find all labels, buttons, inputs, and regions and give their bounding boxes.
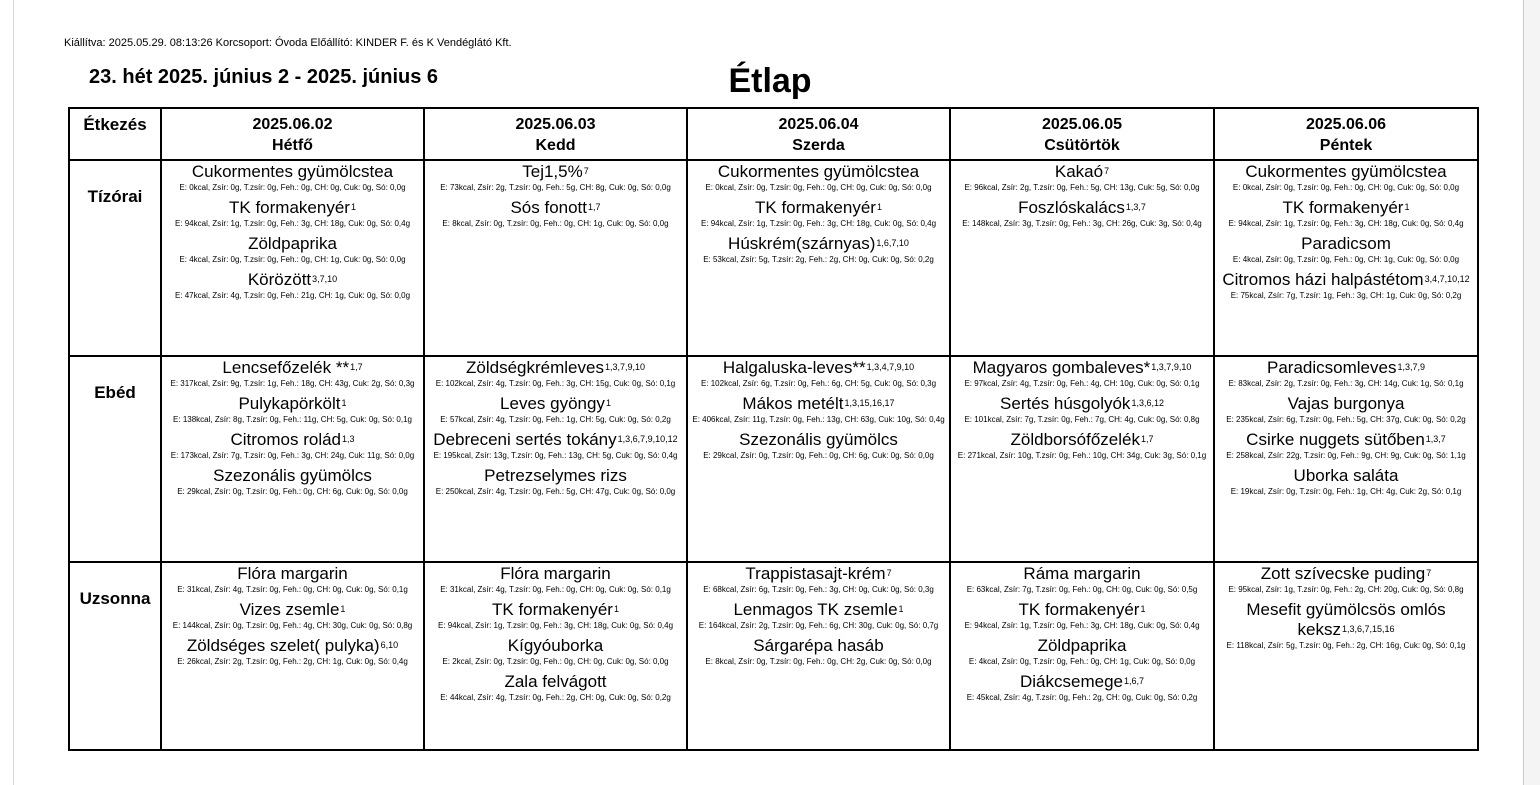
dish-name — [688, 198, 949, 218]
dish-name — [425, 636, 686, 656]
dish-name — [951, 430, 1213, 450]
menu-item — [425, 465, 686, 501]
meal-name-cell — [69, 562, 161, 750]
dish-name — [688, 358, 949, 378]
menu-item — [162, 635, 423, 671]
dish-name-text: Tej1,5% — [522, 162, 583, 181]
menu-item — [162, 269, 423, 305]
menu-item — [1215, 393, 1477, 429]
nutrition-info: E: 271kcal, Zsír: 10g, T.zsír: 0g, Feh.: 10g, CH: 34g, Cuk: 3g, Só: 0,1g — [957, 451, 1207, 460]
menu-item — [1215, 269, 1477, 305]
menu-item — [688, 635, 949, 671]
nutrition-info: E: 94kcal, Zsír: 1g, T.zsír: 0g, Feh.: 3g, CH: 18g, Cuk: 0g, Só: 0,4g — [437, 621, 674, 630]
dish-name — [1215, 430, 1477, 450]
dish-name-text: Zala felvágott — [504, 672, 607, 691]
dish-name-text: Vajas burgonya — [1287, 394, 1405, 413]
nutrition-info: E: 0kcal, Zsír: 0g, T.zsír: 0g, Feh.: 0g, CH: 0g, Cuk: 0g, Só: 0,0g — [1232, 183, 1460, 192]
dish-name-text: Zöldborsófőzelék — [1010, 430, 1140, 449]
nutrition-info: E: 29kcal, Zsír: 0g, T.zsír: 0g, Feh.: 0g, CH: 6g, Cuk: 0g, Só: 0,0g — [703, 451, 934, 460]
dish-name-text: Zöldséges szelet( pulyka) — [186, 636, 380, 655]
menu-item — [162, 233, 423, 269]
dish-name-text: Trappistasajt-krém — [745, 564, 886, 583]
dish-name-text: Mesefit gyümölcsös omlós keksz — [1246, 600, 1446, 639]
day-header — [424, 108, 687, 160]
dish-name — [425, 162, 686, 182]
allergen-codes: 1,3,7,9,10 — [604, 362, 645, 372]
nutrition-info: E: 102kcal, Zsír: 6g, T.zsír: 0g, Feh.: 6g, CH: 5g, Cuk: 0g, Só: 0,3g — [700, 379, 937, 388]
menu-item — [162, 563, 423, 599]
dish-name — [162, 358, 423, 378]
allergen-codes: 1,6,7,10 — [876, 238, 909, 248]
page-title: Étlap — [728, 62, 812, 100]
day-header — [950, 108, 1214, 160]
menu-item — [425, 635, 686, 671]
menu-cell — [687, 160, 950, 356]
allergen-codes: 1,7 — [588, 202, 601, 212]
dish-name — [951, 636, 1213, 656]
nutrition-info: E: 94kcal, Zsír: 1g, T.zsír: 0g, Feh.: 3g, CH: 18g, Cuk: 0g, Só: 0,4g — [964, 621, 1200, 630]
menu-cell — [687, 562, 950, 750]
nutrition-info: E: 173kcal, Zsír: 7g, T.zsír: 0g, Feh.: 3g, CH: 24g, Cuk: 11g, Só: 0,0g — [170, 451, 415, 460]
dish-name — [688, 394, 949, 414]
dish-name — [1215, 162, 1477, 182]
menu-item — [425, 161, 686, 197]
nutrition-info: E: 8kcal, Zsír: 0g, T.zsír: 0g, Feh.: 0g, CH: 2g, Cuk: 0g, Só: 0,0g — [705, 657, 932, 666]
allergen-codes: 1,3,4,7,9,10 — [866, 362, 915, 372]
meal-name: Tízórai — [87, 187, 143, 206]
dish-name-text: TK formakenyér — [492, 600, 613, 619]
dish-name-text: Húskrém(szárnyas) — [728, 234, 876, 253]
day-header — [161, 108, 424, 160]
dish-name-text: Debreceni sertés tokány — [433, 430, 617, 449]
nutrition-info: E: 102kcal, Zsír: 4g, T.zsír: 0g, Feh.: 3g, CH: 15g, Cuk: 0g, Só: 0,1g — [435, 379, 676, 388]
allergen-codes: 1,7 — [1140, 434, 1154, 444]
menu-cell — [950, 562, 1214, 750]
nutrition-info: E: 63kcal, Zsír: 7g, T.zsír: 0g, Feh.: 0g, CH: 0g, Cuk: 0g, Só: 0,5g — [966, 585, 1198, 594]
dish-name-text: Lencsefőzelék ** — [222, 358, 350, 377]
dish-name — [1215, 358, 1477, 378]
meal-name: Ebéd — [94, 383, 136, 402]
day-name: Hétfő — [272, 137, 313, 154]
nutrition-info: E: 0kcal, Zsír: 0g, T.zsír: 0g, Feh.: 0g, CH: 0g, Cuk: 0g, Só: 0,0g — [705, 183, 932, 192]
dish-name — [425, 430, 686, 450]
dish-name — [425, 394, 686, 414]
menu-item — [688, 357, 949, 393]
menu-cell — [424, 562, 687, 750]
nutrition-info: E: 19kcal, Zsír: 0g, T.zsír: 0g, Feh.: 1g, CH: 4g, Cuk: 2g, Só: 0,1g — [1230, 487, 1462, 496]
meal-name-cell — [69, 356, 161, 562]
menu-item — [951, 357, 1213, 393]
dish-name — [162, 600, 423, 620]
allergen-codes: 1 — [605, 398, 611, 408]
dish-name-text: Paradicsomleves — [1267, 358, 1397, 377]
meal-row — [69, 356, 1478, 562]
dish-name — [425, 672, 686, 692]
dish-name-text: Sertés húsgolyók — [1000, 394, 1131, 413]
dish-name-text: Flóra margarin — [237, 564, 348, 583]
dish-name-text: Csirke nuggets sütőben — [1246, 430, 1425, 449]
dish-name — [162, 430, 423, 450]
allergen-codes: 1,3,6,7,9,10,12 — [617, 434, 678, 444]
nutrition-info: E: 96kcal, Zsír: 2g, T.zsír: 0g, Feh.: 5g, CH: 13g, Cuk: 5g, Só: 0,0g — [964, 183, 1200, 192]
nutrition-info: E: 4kcal, Zsír: 0g, T.zsír: 0g, Feh.: 0g, CH: 1g, Cuk: 0g, Só: 0,0g — [968, 657, 1196, 666]
menu-table — [68, 107, 1479, 751]
issue-info: Kiállítva: 2025.05.29. 08:13:26 Korcsoport: Óvoda Előállító: KINDER F. és K Vendéglátó Kft. — [64, 37, 512, 49]
menu-item — [951, 393, 1213, 429]
dish-name-text: TK formakenyér — [1282, 198, 1404, 217]
dish-name-text: Petrezselymes rizs — [484, 466, 627, 485]
day-date: 2025.06.06 — [1305, 116, 1387, 133]
meal-row — [69, 562, 1478, 750]
dish-name — [425, 600, 686, 620]
menu-item — [1215, 161, 1477, 197]
dish-name — [1215, 198, 1477, 218]
dish-name — [162, 234, 423, 254]
dish-name — [951, 358, 1213, 378]
dish-name-text: Zott szívecske puding — [1260, 564, 1426, 583]
dish-name-text: TK formakenyér — [229, 198, 350, 217]
meal-column-label: Étkezés — [83, 115, 147, 134]
menu-cell — [424, 356, 687, 562]
menu-cell — [687, 356, 950, 562]
dish-name — [688, 600, 949, 620]
menu-cell — [1214, 160, 1478, 356]
allergen-codes: 1,3,15,16,17 — [844, 398, 895, 408]
meal-name-cell — [69, 160, 161, 356]
dish-name-text: Pulykapörkölt — [238, 394, 341, 413]
nutrition-info: E: 26kcal, Zsír: 2g, T.zsír: 0g, Feh.: 2g, CH: 1g, Cuk: 0g, Só: 0,4g — [177, 657, 408, 666]
dish-name — [1215, 234, 1477, 254]
dish-name-text: TK formakenyér — [755, 198, 876, 217]
nutrition-info: E: 2kcal, Zsír: 0g, T.zsír: 0g, Feh.: 0g, CH: 0g, Cuk: 0g, Só: 0,0g — [442, 657, 669, 666]
dish-name — [951, 564, 1213, 584]
week-heading: 23. hét 2025. június 2 - 2025. június 6 — [89, 66, 439, 88]
nutrition-info: E: 0kcal, Zsír: 0g, T.zsír: 0g, Feh.: 0g, CH: 0g, Cuk: 0g, Só: 0,0g — [179, 183, 406, 192]
menu-item — [951, 671, 1213, 707]
nutrition-info: E: 317kcal, Zsír: 9g, T.zsír: 1g, Feh.: 18g, CH: 43g, Cuk: 2g, Só: 0,3g — [170, 379, 415, 388]
menu-item — [951, 635, 1213, 671]
allergen-codes: 1 — [876, 202, 882, 212]
menu-item — [1215, 357, 1477, 393]
dish-name — [951, 672, 1213, 692]
menu-cell — [161, 562, 424, 750]
allergen-codes: 1 — [1404, 202, 1410, 212]
allergen-codes: 1 — [350, 202, 356, 212]
dish-name — [951, 600, 1213, 620]
dish-name-text: Magyaros gombaleves* — [972, 358, 1151, 377]
menu-cell — [1214, 356, 1478, 562]
allergen-codes: 1,3,6,12 — [1131, 398, 1164, 408]
nutrition-info: E: 118kcal, Zsír: 5g, T.zsír: 0g, Feh.: 2g, CH: 16g, Cuk: 0g, Só: 0,1g — [1226, 641, 1466, 650]
dish-name — [951, 162, 1213, 182]
nutrition-info: E: 164kcal, Zsír: 2g, T.zsír: 0g, Feh.: 6g, CH: 30g, Cuk: 0g, Só: 0,7g — [698, 621, 939, 630]
dish-name — [1215, 466, 1477, 486]
menu-item — [162, 357, 423, 393]
menu-item — [162, 465, 423, 501]
menu-item — [1215, 465, 1477, 501]
nutrition-info: E: 195kcal, Zsír: 13g, T.zsír: 0g, Feh.: 13g, CH: 5g, Cuk: 0g, Só: 0,4g — [433, 451, 678, 460]
allergen-codes: 1,3,7,9 — [1397, 362, 1425, 372]
dish-name — [162, 466, 423, 486]
allergen-codes: 1,7 — [350, 362, 363, 372]
dish-name-text: Lenmagos TK zsemle — [733, 600, 898, 619]
nutrition-info: E: 47kcal, Zsír: 4g, T.zsír: 0g, Feh.: 21g, CH: 1g, Cuk: 0g, Só: 0,0g — [174, 291, 411, 300]
allergen-codes: 1 — [340, 604, 346, 614]
nutrition-info: E: 31kcal, Zsír: 4g, T.zsír: 0g, Feh.: 0g, CH: 0g, Cuk: 0g, Só: 0,1g — [440, 585, 671, 594]
nutrition-info: E: 57kcal, Zsír: 4g, T.zsír: 0g, Feh.: 1g, CH: 5g, Cuk: 0g, Só: 0,2g — [440, 415, 671, 424]
dish-name-text: Kígyóuborka — [507, 636, 604, 655]
dish-name-text: TK formakenyér — [1018, 600, 1140, 619]
dish-name-text: Vizes zsemle — [239, 600, 340, 619]
dish-name-text: Citromos házi halpástétom — [1222, 270, 1424, 289]
dish-name-text: Uborka saláta — [1293, 466, 1399, 485]
menu-item — [425, 671, 686, 707]
dish-name-text: Szezonális gyümölcs — [739, 430, 898, 449]
meal-column-header — [69, 108, 161, 160]
dish-name-text: Sárgarépa hasáb — [753, 636, 884, 655]
meal-row — [69, 160, 1478, 356]
header-row — [69, 108, 1478, 160]
dish-name — [162, 162, 423, 182]
allergen-codes: 1 — [613, 604, 619, 614]
allergen-codes: 3,4,7,10,12 — [1424, 274, 1470, 284]
nutrition-info: E: 8kcal, Zsír: 0g, T.zsír: 0g, Feh.: 0g, CH: 1g, Cuk: 0g, Só: 0,0g — [442, 219, 669, 228]
dish-name-text: Leves gyöngy — [500, 394, 605, 413]
nutrition-info: E: 4kcal, Zsír: 0g, T.zsír: 0g, Feh.: 0g, CH: 1g, Cuk: 0g, Só: 0,0g — [1232, 255, 1460, 264]
menu-item — [162, 599, 423, 635]
dish-name — [425, 564, 686, 584]
dish-name — [162, 636, 423, 656]
nutrition-info: E: 95kcal, Zsír: 1g, T.zsír: 0g, Feh.: 2g, CH: 20g, Cuk: 0g, Só: 0,8g — [1228, 585, 1464, 594]
allergen-codes: 1 — [898, 604, 904, 614]
dish-name — [688, 234, 949, 254]
nutrition-info: E: 29kcal, Zsír: 0g, T.zsír: 0g, Feh.: 0g, CH: 6g, Cuk: 0g, Só: 0,0g — [177, 487, 408, 496]
dish-name — [1215, 564, 1477, 584]
menu-item — [951, 429, 1213, 465]
menu-item — [1215, 233, 1477, 269]
menu-item — [162, 197, 423, 233]
day-name: Csütörtök — [1044, 137, 1120, 154]
nutrition-info: E: 94kcal, Zsír: 1g, T.zsír: 0g, Feh.: 3g, CH: 18g, Cuk: 0g, Só: 0,4g — [700, 219, 937, 228]
allergen-codes: 3,7,10 — [312, 274, 338, 284]
nutrition-info: E: 406kcal, Zsír: 11g, T.zsír: 0g, Feh.: 13g, CH: 63g, Cuk: 10g, Só: 0,4g — [692, 415, 945, 424]
dish-name-text: Cukormentes gyümölcstea — [717, 162, 920, 181]
nutrition-info: E: 31kcal, Zsír: 4g, T.zsír: 0g, Feh.: 0g, CH: 0g, Cuk: 0g, Só: 0,1g — [177, 585, 408, 594]
dish-name-text: Diákcsemege — [1019, 672, 1123, 691]
nutrition-info: E: 45kcal, Zsír: 4g, T.zsír: 0g, Feh.: 2g, CH: 0g, Cuk: 0g, Só: 0,2g — [966, 693, 1198, 702]
dish-name — [951, 394, 1213, 414]
menu-item — [688, 563, 949, 599]
allergen-codes: 7 — [583, 166, 589, 176]
menu-item — [1215, 197, 1477, 233]
allergen-codes: 1,3 — [342, 434, 355, 444]
menu-cell — [950, 356, 1214, 562]
dish-name — [1215, 394, 1477, 414]
nutrition-info: E: 73kcal, Zsír: 2g, T.zsír: 0g, Feh.: 5g, CH: 8g, Cuk: 0g, Só: 0,0g — [440, 183, 671, 192]
nutrition-info: E: 53kcal, Zsír: 5g, T.zsír: 2g, Feh.: 2g, CH: 0g, Cuk: 0g, Só: 0,2g — [703, 255, 934, 264]
nutrition-info: E: 68kcal, Zsír: 6g, T.zsír: 0g, Feh.: 3g, CH: 0g, Cuk: 0g, Só: 0,3g — [703, 585, 934, 594]
dish-name — [688, 162, 949, 182]
dish-name-text: Citromos rolád — [230, 430, 342, 449]
menu-item — [951, 563, 1213, 599]
dish-name — [162, 270, 423, 290]
nutrition-info: E: 148kcal, Zsír: 3g, T.zsír: 0g, Feh.: 3g, CH: 26g, Cuk: 3g, Só: 0,4g — [962, 219, 1202, 228]
day-name: Szerda — [792, 137, 845, 154]
right-scrollbar[interactable] — [1523, 0, 1540, 785]
dish-name-text: Paradicsom — [1301, 234, 1391, 253]
menu-item — [425, 563, 686, 599]
dish-name — [688, 430, 949, 450]
dish-name-text: Mákos metélt — [742, 394, 844, 413]
dish-name — [162, 198, 423, 218]
menu-item — [425, 357, 686, 393]
menu-cell — [424, 160, 687, 356]
nutrition-info: E: 101kcal, Zsír: 7g, T.zsír: 0g, Feh.: 7g, CH: 4g, Cuk: 0g, Só: 0,8g — [964, 415, 1200, 424]
menu-item — [162, 393, 423, 429]
dish-name — [688, 564, 949, 584]
dish-name-text: Kakaó — [1054, 162, 1104, 181]
menu-item — [1215, 599, 1477, 655]
dish-name-text: Flóra margarin — [500, 564, 611, 583]
meal-name: Uzsonna — [79, 589, 151, 608]
left-rail — [0, 0, 15, 785]
menu-item — [425, 197, 686, 233]
menu-item — [162, 161, 423, 197]
allergen-codes: 6,10 — [380, 640, 399, 650]
dish-name — [951, 198, 1213, 218]
menu-item — [951, 197, 1213, 233]
nutrition-info: E: 250kcal, Zsír: 4g, T.zsír: 0g, Feh.: 5g, CH: 47g, Cuk: 0g, Só: 0,0g — [435, 487, 676, 496]
menu-item — [688, 233, 949, 269]
menu-item — [1215, 429, 1477, 465]
dish-name-text: Cukormentes gyümölcstea — [191, 162, 394, 181]
day-date: 2025.06.03 — [515, 116, 596, 133]
menu-item — [951, 161, 1213, 197]
menu-item — [688, 197, 949, 233]
menu-item — [688, 429, 949, 465]
nutrition-info: E: 235kcal, Zsír: 6g, T.zsír: 0g, Feh.: 5g, CH: 37g, Cuk: 0g, Só: 0,2g — [1226, 415, 1466, 424]
menu-item — [688, 161, 949, 197]
day-date: 2025.06.04 — [778, 116, 859, 133]
allergen-codes: 1 — [1140, 604, 1146, 614]
nutrition-info: E: 144kcal, Zsír: 0g, T.zsír: 0g, Feh.: 4g, CH: 30g, Cuk: 0g, Só: 0,8g — [172, 621, 413, 630]
dish-name-text: Halgaluska-leves** — [722, 358, 866, 377]
menu-cell — [1214, 562, 1478, 750]
menu-item — [688, 599, 949, 635]
dish-name-text: Zöldpaprika — [248, 234, 337, 253]
dish-name — [425, 358, 686, 378]
nutrition-info: E: 94kcal, Zsír: 1g, T.zsír: 0g, Feh.: 3g, CH: 18g, Cuk: 0g, Só: 0,4g — [174, 219, 411, 228]
dish-name-text: Cukormentes gyümölcstea — [1245, 162, 1447, 181]
allergen-codes: 1,3,7 — [1425, 434, 1446, 444]
menu-cell — [161, 160, 424, 356]
menu-item — [951, 599, 1213, 635]
nutrition-info: E: 97kcal, Zsír: 4g, T.zsír: 0g, Feh.: 4g, CH: 10g, Cuk: 0g, Só: 0,1g — [964, 379, 1200, 388]
nutrition-info: E: 44kcal, Zsír: 4g, T.zsír: 0g, Feh.: 2g, CH: 0g, Cuk: 0g, Só: 0,2g — [440, 693, 671, 702]
day-name: Péntek — [1319, 137, 1373, 154]
day-name: Kedd — [535, 137, 576, 154]
allergen-codes: 7 — [886, 568, 892, 578]
nutrition-info: E: 138kcal, Zsír: 8g, T.zsír: 0g, Feh.: 11g, CH: 5g, Cuk: 0g, Só: 0,1g — [173, 415, 412, 424]
dish-name-text: Ráma margarin — [1023, 564, 1141, 583]
nutrition-info: E: 258kcal, Zsír: 22g, T.zsír: 0g, Feh.: 9g, CH: 9g, Cuk: 0g, Só: 1,1g — [1226, 451, 1466, 460]
day-header — [687, 108, 950, 160]
day-header — [1214, 108, 1478, 160]
dish-name — [688, 636, 949, 656]
menu-item — [162, 429, 423, 465]
menu-item — [1215, 563, 1477, 599]
nutrition-info: E: 75kcal, Zsír: 7g, T.zsír: 1g, Feh.: 3g, CH: 1g, Cuk: 0g, Só: 0,2g — [1230, 291, 1462, 300]
menu-cell — [161, 356, 424, 562]
nutrition-info: E: 83kcal, Zsír: 2g, T.zsír: 0g, Feh.: 3g, CH: 14g, Cuk: 1g, Só: 0,1g — [1228, 379, 1464, 388]
dish-name — [162, 564, 423, 584]
allergen-codes: 1 — [341, 398, 347, 408]
allergen-codes: 7 — [1104, 166, 1110, 176]
dish-name-text: Körözött — [247, 270, 312, 289]
nutrition-info: E: 94kcal, Zsír: 1g, T.zsír: 0g, Feh.: 3g, CH: 18g, Cuk: 0g, Só: 0,4g — [1228, 219, 1464, 228]
day-date: 2025.06.05 — [1041, 116, 1123, 133]
allergen-codes: 7 — [1426, 568, 1432, 578]
allergen-codes: 1,6,7 — [1123, 676, 1145, 686]
dish-name-text: Foszlóskalács — [1018, 198, 1125, 217]
allergen-codes: 1,3,6,7,15,16 — [1341, 624, 1395, 634]
nutrition-info: E: 4kcal, Zsír: 0g, T.zsír: 0g, Feh.: 0g, CH: 1g, Cuk: 0g, Só: 0,0g — [179, 255, 406, 264]
dish-name — [425, 198, 686, 218]
dish-name-text: Szezonális gyümölcs — [213, 466, 372, 485]
dish-name — [1215, 270, 1477, 290]
dish-name-text: Zöldségkrémleves — [466, 358, 604, 377]
dish-name — [162, 394, 423, 414]
menu-item — [425, 393, 686, 429]
allergen-codes: 1,3,7,9,10 — [1151, 362, 1192, 372]
menu-item — [425, 599, 686, 635]
dish-name — [425, 466, 686, 486]
menu-item — [425, 429, 686, 465]
day-date: 2025.06.02 — [252, 116, 333, 133]
dish-name — [1215, 600, 1477, 640]
allergen-codes: 1,3,7 — [1125, 202, 1146, 212]
dish-name-text: Sós fonott — [510, 198, 588, 217]
menu-item — [688, 393, 949, 429]
menu-cell — [950, 160, 1214, 356]
dish-name-text: Zöldpaprika — [1037, 636, 1127, 655]
